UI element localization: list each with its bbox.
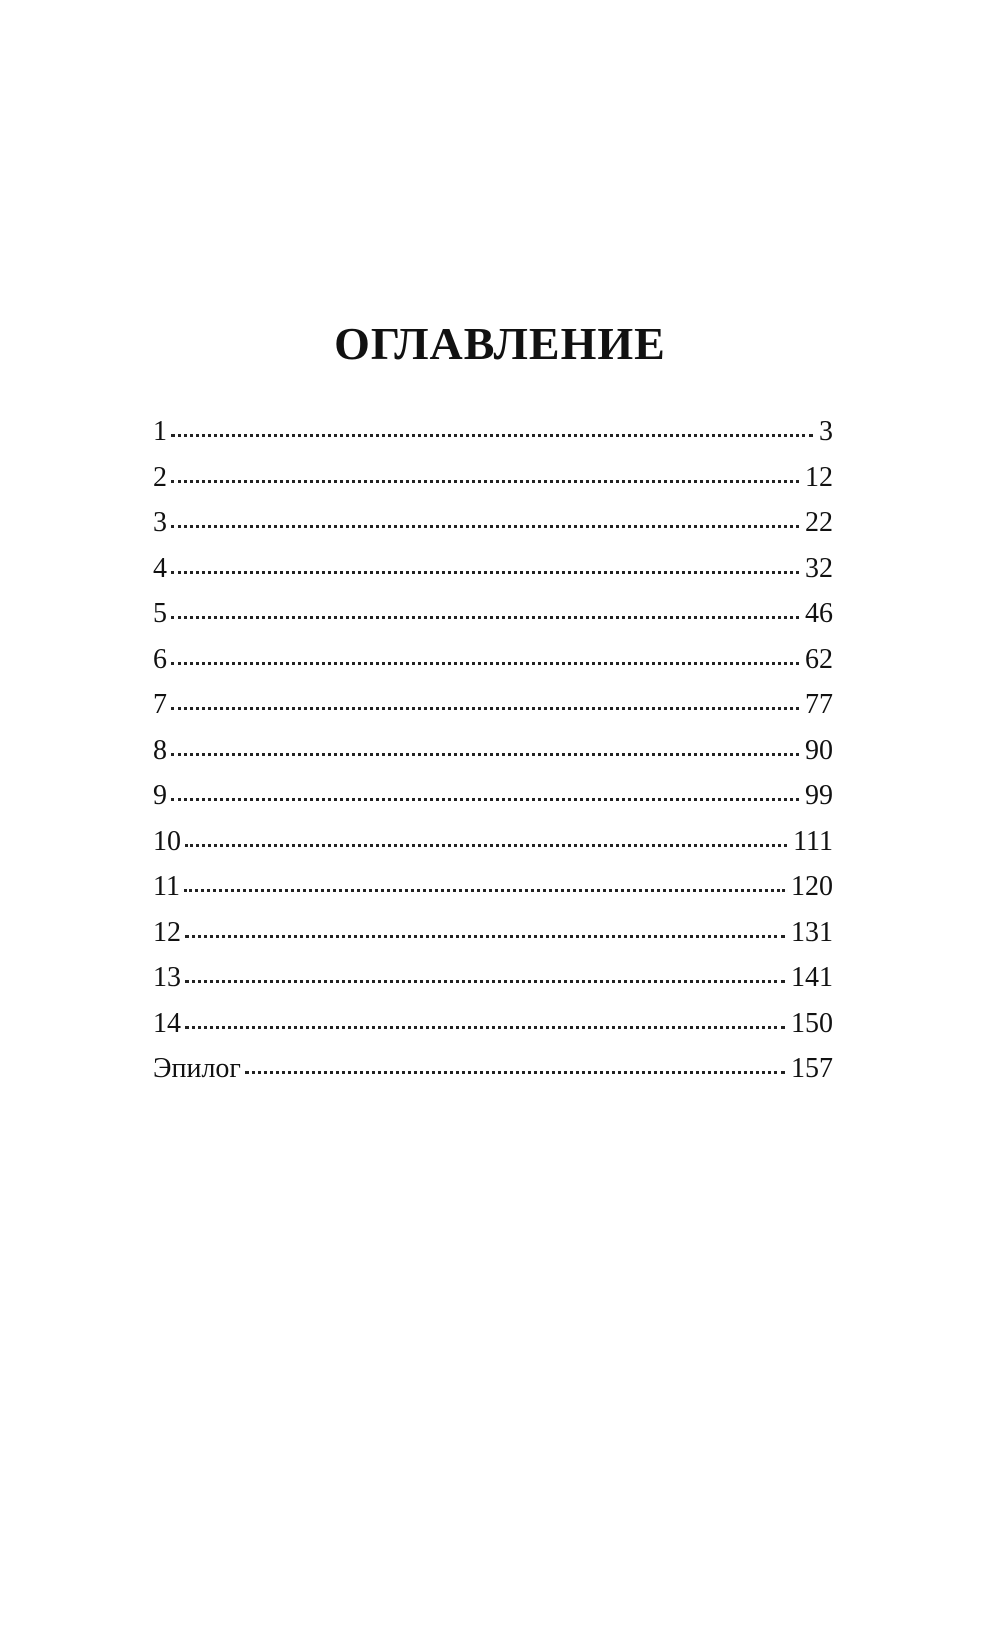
dot-leader xyxy=(171,571,799,574)
toc-entry-page-number: 32 xyxy=(805,552,833,584)
dot-leader xyxy=(171,707,799,710)
toc-entry xyxy=(153,461,833,510)
toc-entry-label: 13 xyxy=(153,962,181,993)
toc-entry-page-number: 157 xyxy=(791,1053,833,1084)
toc-entry xyxy=(153,734,833,783)
dot-leader xyxy=(185,935,785,938)
toc-entry-label: 7 xyxy=(153,689,167,720)
toc-entry-label: 11 xyxy=(153,871,180,902)
toc-entry-label: 3 xyxy=(153,507,167,538)
dot-leader xyxy=(171,525,799,528)
toc-entry-label: 8 xyxy=(153,734,167,766)
dot-leader xyxy=(184,889,785,892)
toc-entry-page-number: 77 xyxy=(805,689,833,720)
toc-entry-page-number: 131 xyxy=(791,916,833,948)
toc-entry-page-number: 3 xyxy=(819,416,833,447)
toc-entry-label: 14 xyxy=(153,1007,181,1039)
dot-leader xyxy=(171,753,799,756)
toc-entry-page-number: 12 xyxy=(805,461,833,493)
toc-entry-page-number: 90 xyxy=(805,734,833,766)
dot-leader xyxy=(185,844,787,847)
toc-entry xyxy=(153,964,833,1010)
toc-entry xyxy=(153,1055,833,1101)
toc-entry xyxy=(153,509,833,555)
toc-entry-page-number: 120 xyxy=(791,871,833,902)
toc-entry xyxy=(153,643,833,692)
toc-entry xyxy=(153,1007,833,1056)
toc-entry-label: 12 xyxy=(153,916,181,948)
dot-leader xyxy=(245,1071,785,1074)
dot-leader xyxy=(171,434,813,437)
toc-entry-label: Эпилог xyxy=(153,1053,241,1084)
toc-entry-page-number: 22 xyxy=(805,507,833,538)
dot-leader xyxy=(171,662,799,665)
dot-leader xyxy=(171,616,799,619)
toc-entry-label: 5 xyxy=(153,598,167,629)
toc-entry-label: 9 xyxy=(153,780,167,811)
page-title: ОГЛАВЛЕНИЕ xyxy=(334,317,666,369)
dot-leader xyxy=(185,980,785,983)
toc-entry-label: 1 xyxy=(153,416,167,447)
dot-leader xyxy=(171,798,799,801)
toc-entry-page-number: 62 xyxy=(805,643,833,675)
toc-entry-label: 2 xyxy=(153,461,167,493)
toc-entry xyxy=(153,916,833,965)
toc-entry xyxy=(153,873,833,919)
toc-entry xyxy=(153,552,833,601)
toc-entry-label: 6 xyxy=(153,643,167,675)
toc-entry-page-number: 141 xyxy=(791,962,833,993)
toc-entry xyxy=(153,691,833,737)
toc-entry-label: 4 xyxy=(153,552,167,584)
toc-entry-page-number: 46 xyxy=(805,598,833,629)
toc-entry-page-number: 99 xyxy=(805,780,833,811)
toc-entry-page-number: 111 xyxy=(793,825,833,857)
toc-entry xyxy=(153,600,833,646)
toc-entry xyxy=(153,782,833,828)
dot-leader xyxy=(171,480,799,483)
toc-entry-label: 10 xyxy=(153,825,181,857)
dot-leader xyxy=(185,1026,785,1029)
toc-entry xyxy=(153,825,833,874)
table-of-contents xyxy=(153,418,833,1101)
toc-entry-page-number: 150 xyxy=(791,1007,833,1039)
toc-entry xyxy=(153,418,833,464)
